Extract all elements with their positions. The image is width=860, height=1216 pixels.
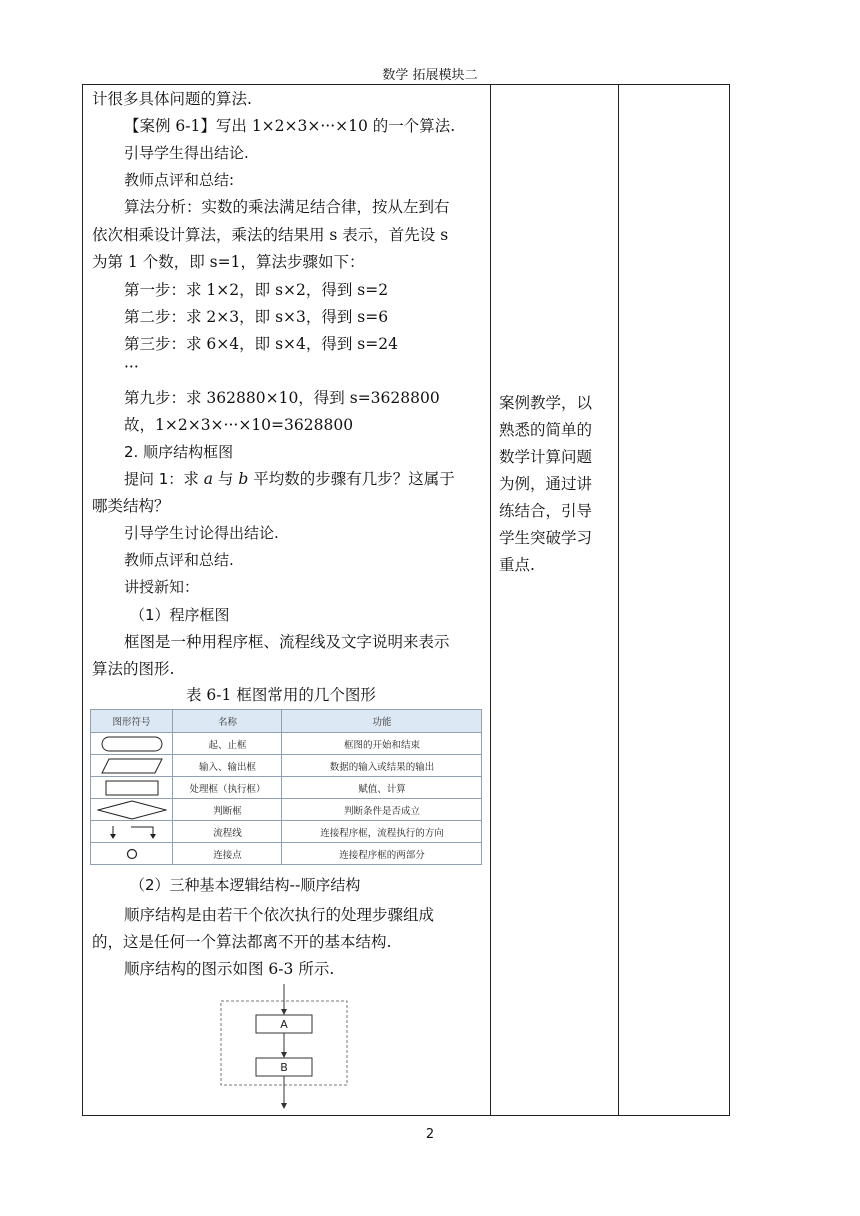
question-line — [124, 472, 455, 488]
ellipsis-line: ··· — [124, 358, 139, 376]
var-a: a — [203, 470, 213, 488]
text-line: 算法的图形. — [92, 660, 175, 678]
var-b: b — [238, 470, 249, 488]
text-line: 教师点评和总结. — [124, 551, 234, 569]
flow-line-symbol — [91, 821, 172, 842]
side-note-line: 案例教学，以 — [499, 394, 593, 412]
table-caption: 表 6-1 框图常用的几个图形 — [186, 686, 376, 704]
text-line: 哪类结构？ — [92, 497, 170, 515]
text-line: 为第 1 个数，即 s=1，算法步骤如下： — [92, 253, 365, 271]
shape-function: 框图的开始和结束 — [281, 733, 482, 754]
text-line: 框图是一种用程序框、流程线及文字说明来表示 — [124, 633, 450, 651]
side-note-line: 重点. — [499, 556, 535, 574]
header-cell: 功能 — [281, 710, 482, 732]
running-header: 数学 拓展模块二 — [382, 68, 478, 83]
question-text: 平均数的步骤有几步？这属于 — [248, 470, 455, 488]
column-divider-1 — [490, 85, 491, 1116]
question-label: 提问 1： — [124, 470, 184, 488]
rectangle-symbol — [91, 777, 172, 798]
terminator-symbol — [91, 733, 172, 754]
text-line: 顺序结构是由若干个依次执行的处理步骤组成 — [124, 906, 435, 924]
shape-name: 流程线 — [172, 821, 282, 842]
shape-table — [90, 709, 482, 865]
text-line: 依次相乘设计算法，乘法的结果用 s 表示，首先设 s — [92, 226, 449, 244]
side-note-line: 数学计算问题 — [499, 448, 593, 466]
step-line: 第一步：求 1×2，即 s×2，得到 s=2 — [124, 281, 389, 299]
side-note-line: 学生突破学习 — [499, 529, 593, 547]
table-row — [91, 798, 481, 820]
subsection-heading: （1）程序框图 — [130, 606, 230, 624]
header-cell: 名称 — [172, 710, 282, 732]
shape-function: 连接程序框的两部分 — [281, 843, 482, 864]
shape-name: 判断框 — [172, 799, 282, 820]
text-line: 顺序结构的图示如图 6-3 所示. — [124, 960, 335, 978]
box-a-label: A — [280, 1018, 288, 1031]
text-line: 故，1×2×3×···×10=3628800 — [124, 416, 354, 434]
text-line: 计很多具体问题的算法. — [92, 90, 252, 108]
side-note-line: 熟悉的简单的 — [499, 421, 593, 439]
shape-function: 连接程序框，流程执行的方向 — [281, 821, 482, 842]
circle-symbol — [91, 843, 172, 864]
text-line: 引导学生讨论得出结论. — [124, 524, 279, 542]
diamond-symbol — [91, 799, 172, 820]
column-divider-2 — [618, 85, 619, 1116]
table-row — [91, 776, 481, 798]
text-line: 教师点评和总结: — [124, 171, 235, 189]
step-line: 第三步：求 6×4，即 s×4，得到 s=24 — [124, 335, 398, 353]
question-text: 与 — [213, 470, 239, 488]
shape-function: 数据的输入或结果的输出 — [281, 755, 482, 776]
box-b-label: B — [280, 1061, 288, 1074]
section-heading: 2. 顺序结构框图 — [124, 443, 234, 461]
side-note-line: 练结合，引导 — [499, 502, 593, 520]
shape-table-header — [91, 710, 481, 732]
shape-name: 连接点 — [172, 843, 282, 864]
step-line: 第九步：求 362880×10，得到 s=3628800 — [124, 389, 440, 407]
table-row — [91, 820, 481, 842]
text-line: 算法分析：实数的乘法满足结合律，按从左到右 — [124, 198, 450, 216]
shape-function: 赋值、计算 — [281, 777, 482, 798]
page-number: 2 — [425, 1127, 435, 1142]
subsection-heading: （2）三种基本逻辑结构--顺序结构 — [130, 876, 361, 894]
shape-name: 处理框（执行框） — [172, 777, 282, 798]
table-row — [91, 842, 481, 864]
text-line: 的，这是任何一个算法都离不开的基本结构. — [92, 933, 392, 951]
text-line: 引导学生得出结论. — [124, 144, 249, 162]
question-text: 求 — [183, 470, 204, 488]
table-row — [91, 732, 481, 754]
shape-function: 判断条件是否成立 — [281, 799, 482, 820]
sequence-flowchart — [214, 984, 354, 1114]
parallelogram-symbol — [91, 755, 172, 776]
shape-name: 起、止框 — [172, 733, 282, 754]
shape-name: 输入、输出框 — [172, 755, 282, 776]
side-note-line: 为例，通过讲 — [499, 475, 593, 493]
case-title: 【案例 6-1】写出 1×2×3×···×10 的一个算法. — [124, 117, 456, 135]
step-line: 第二步：求 2×3，即 s×3，得到 s=6 — [124, 308, 389, 326]
text-line: 讲授新知： — [124, 578, 200, 596]
table-row — [91, 754, 481, 776]
header-cell: 图形符号 — [112, 717, 151, 728]
